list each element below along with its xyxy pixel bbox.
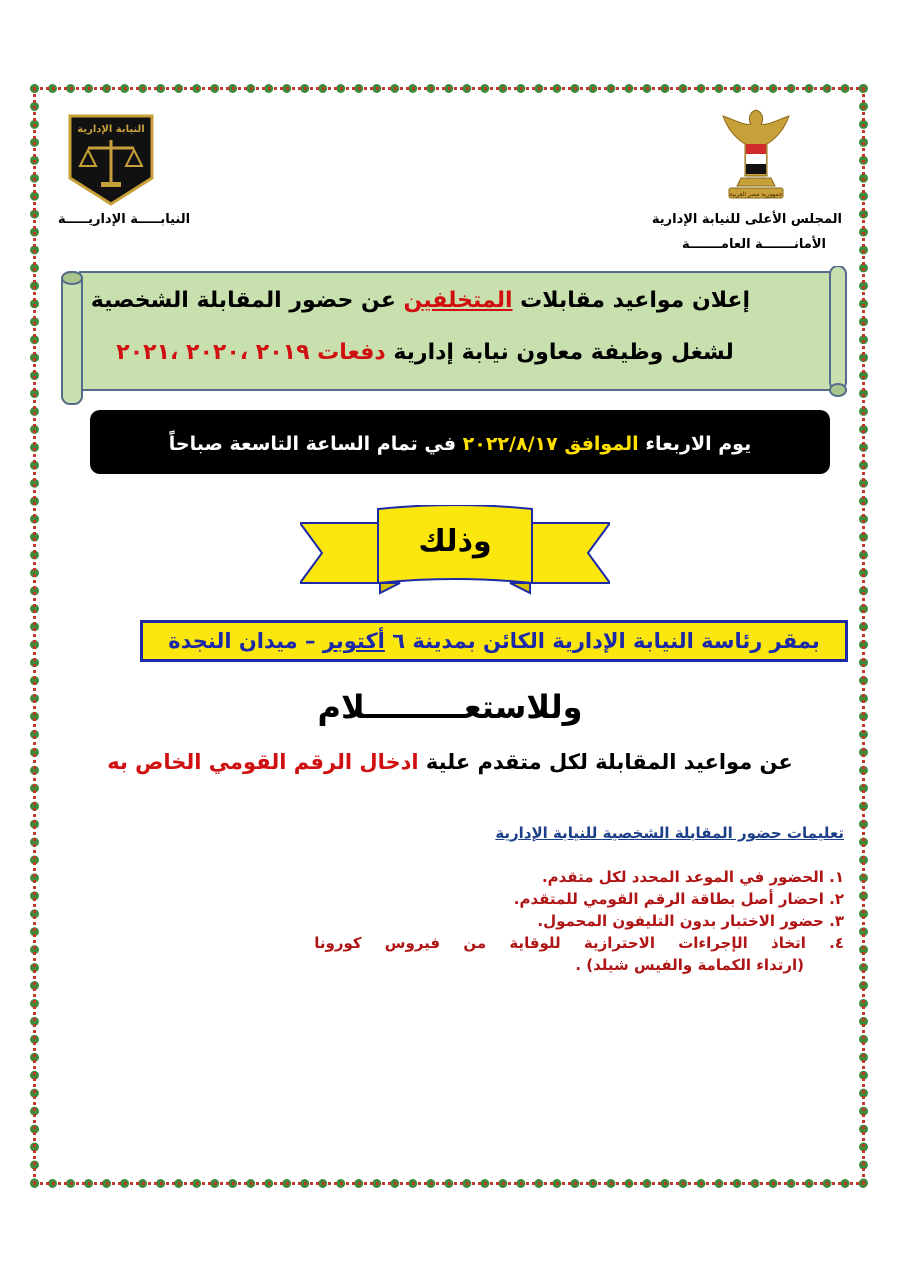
announcement-title-line2 [100,340,750,365]
announcement-title-line1 [90,288,750,313]
ribbon-text: وذلك [418,524,492,559]
title-text-c: لشغل وظيفة معاون نيابة إدارية [385,340,734,365]
badge-caption: النيابة الإدارية [77,124,145,135]
location-text-a: بمقر رئاسة النيابة الإدارية الكائن بمدينة ٦ [384,629,820,653]
list-item: ٣. حضور الاختبار بدون التليفون المحمول. [537,912,844,930]
inquiry-highlight: ادخال الرقم القومي الخاص به [107,750,419,774]
title-highlight-batches: دفعات ٢٠١٩ ،٢٠٢٠ ،٢٠٢١ [116,340,386,365]
list-item-continuation: (ارتداء الكمامة والفيس شيلد) . [575,956,804,974]
inquiry-details [100,750,800,774]
date-time: في تمام الساعة التاسعة صباحاً [168,433,457,455]
date-box [90,410,830,474]
inquiry-text: عن مواعيد المقابلة لكل متقدم علية [418,750,793,774]
location-text-october: أكتوبر [322,629,385,653]
list-item: ٢. احضار أصل بطاقة الرقم القومي للمتقدم. [513,890,844,908]
left-org-name: النيابـــــة الإداريـــــة [58,212,191,227]
list-item: ١. الحضور في الموعد المحدد لكل متقدم. [541,868,844,886]
instructions-title: تعليمات حضور المقابلة الشخصية للنيابة الإدارية [495,824,844,842]
location-text-b: – ميدان النجدة [168,629,323,653]
date-value: الموافق ٢٠٢٢/٨/١٧ [456,433,639,455]
right-org-name: المجلس الأعلى للنيابة الإدارية [651,212,842,227]
right-org-subtitle: الأمانـــــــة العامـــــــة [681,237,826,252]
scales-badge-icon [66,108,156,208]
eagle-emblem-icon [715,106,797,206]
title-text-a: إعلان مواعيد مقابلات [512,288,750,313]
title-highlight-latecomers: المتخلفين [403,288,513,313]
instructions-list [54,866,844,976]
list-item: ٤. اتخاذ الإجراءات الاحترازية للوقاية من فيروس كورونا [314,934,844,952]
inquiry-heading: وللاستعـــــــــلام [317,688,583,726]
title-text-b: عن حضور المقابلة الشخصية [90,288,404,313]
date-day: يوم الاربعاء [638,433,752,455]
location-bar [140,620,848,662]
emblem-caption: جمهورية مصر العربية [729,191,783,198]
